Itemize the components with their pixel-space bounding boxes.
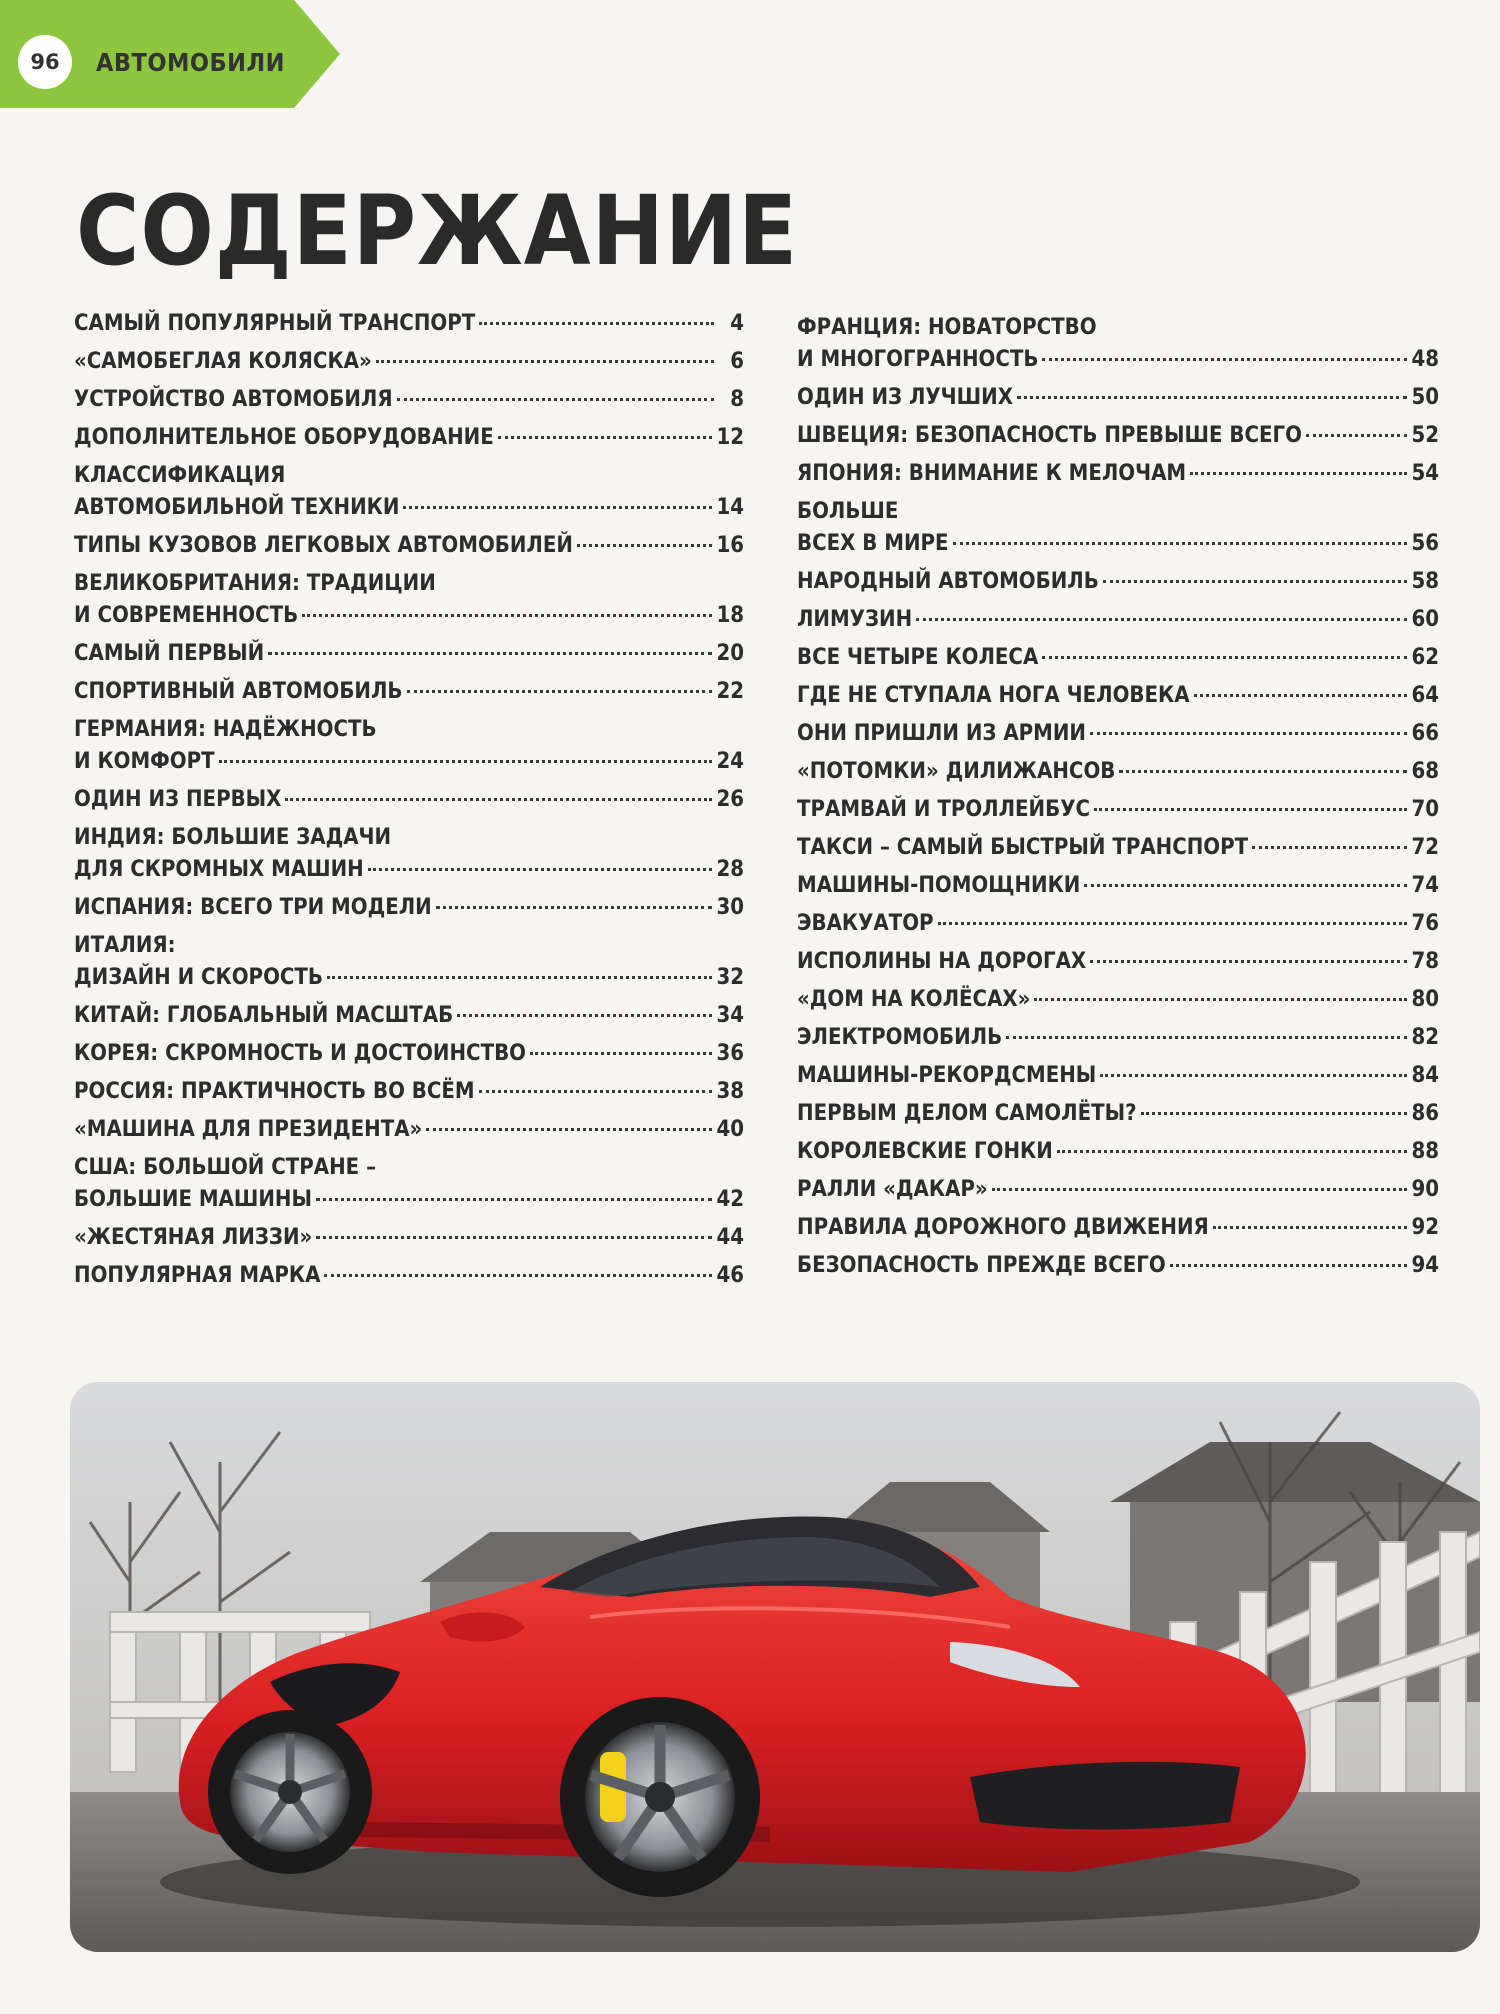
toc-entry-title: И КОМФОРТ (74, 749, 215, 774)
toc-dot-leader (1006, 1036, 1407, 1039)
toc-entry-title: МАШИНЫ-РЕКОРДСМЕНЫ (797, 1063, 1097, 1088)
toc-entry[interactable] (74, 460, 744, 524)
toc-page-number: 20 (716, 641, 744, 666)
toc-page-number: 92 (1411, 1215, 1439, 1240)
toc-entry-title: БОЛЬШИЕ МАШИНЫ (74, 1187, 312, 1212)
toc-page-number: 34 (716, 1003, 744, 1028)
toc-entry-title: И СОВРЕМЕННОСТЬ (74, 603, 299, 628)
toc-entry[interactable] (74, 346, 744, 378)
toc-entry-title: ТАКСИ – САМЫЙ БЫСТРЫЙ ТРАНСПОРТ (797, 835, 1249, 860)
toc-page-number: 54 (1411, 461, 1439, 486)
toc-dot-leader (1084, 884, 1407, 887)
toc-page-number: 60 (1411, 607, 1439, 632)
toc-entry-title: ПРАВИЛА ДОРОЖНОГО ДВИЖЕНИЯ (797, 1215, 1209, 1240)
toc-entry[interactable] (74, 714, 744, 778)
toc-entry[interactable] (74, 384, 744, 416)
toc-dot-leader (1194, 694, 1408, 697)
toc-entry[interactable] (797, 458, 1439, 490)
toc-entry-title: ЭВАКУАТОР (797, 911, 934, 936)
toc-entry[interactable] (74, 568, 744, 632)
toc-entry[interactable] (74, 308, 744, 340)
toc-page-number: 76 (1411, 911, 1439, 936)
toc-entry[interactable] (797, 496, 1439, 560)
toc-page-number: 36 (716, 1041, 744, 1066)
toc-entry-title: ТИПЫ КУЗОВОВ ЛЕГКОВЫХ АВТОМОБИЛЕЙ (74, 533, 573, 558)
toc-entry-title: РОССИЯ: ПРАКТИЧНОСТЬ ВО ВСЁМ (74, 1079, 475, 1104)
toc-dot-leader (285, 798, 712, 801)
toc-entry-title: КОРЕЯ: СКРОМНОСТЬ И ДОСТОИНСТВО (74, 1041, 526, 1066)
toc-page-number: 42 (716, 1187, 744, 1212)
toc-page-number: 84 (1411, 1063, 1439, 1088)
toc-dot-leader (916, 618, 1407, 621)
section-title: АВТОМОБИЛИ (96, 48, 285, 77)
toc-entry-title: И МНОГОГРАННОСТЬ (797, 347, 1039, 372)
toc-dot-leader (426, 1128, 712, 1131)
toc-page-number: 16 (716, 533, 744, 558)
toc-page-number: 72 (1411, 835, 1439, 860)
toc-entry-title: ЭЛЕКТРОМОБИЛЬ (797, 1025, 1003, 1050)
toc-dot-leader (302, 614, 712, 617)
toc-entry-title: БЕЗОПАСНОСТЬ ПРЕЖДЕ ВСЕГО (797, 1253, 1166, 1278)
toc-dot-leader (1034, 998, 1407, 1001)
car-photo (70, 1382, 1480, 1952)
toc-entry[interactable] (797, 566, 1439, 598)
toc-entry[interactable] (74, 784, 744, 816)
toc-entry-title: ОДИН ИЗ ПЕРВЫХ (74, 787, 282, 812)
red-sports-car-image (70, 1382, 1480, 1952)
toc-entry[interactable] (74, 422, 744, 454)
toc-dot-leader (1042, 358, 1407, 361)
toc-entry-title: САМЫЙ ПОПУЛЯРНЫЙ ТРАНСПОРТ (74, 311, 476, 336)
toc-entry-title: КИТАЙ: ГЛОБАЛЬНЫЙ МАСШТАБ (74, 1003, 454, 1028)
toc-entry-title: СПОРТИВНЫЙ АВТОМОБИЛЬ (74, 679, 403, 704)
toc-page-number: 94 (1411, 1253, 1439, 1278)
toc-dot-leader (1017, 396, 1407, 399)
toc-page-number: 56 (1411, 531, 1439, 556)
toc-page-number: 62 (1411, 645, 1439, 670)
toc-dot-leader (327, 976, 712, 979)
toc-page-number: 14 (716, 495, 744, 520)
toc-dot-leader (1306, 434, 1408, 437)
toc-entry-title: «ДОМ НА КОЛЁСАХ» (797, 987, 1031, 1012)
toc-entry-title: ДИЗАЙН И СКОРОСТЬ (74, 965, 323, 990)
toc-dot-leader (498, 436, 713, 439)
toc-entry[interactable] (797, 756, 1439, 788)
toc-page-number: 58 (1411, 569, 1439, 594)
toc-entry-title: «ЖЕСТЯНАЯ ЛИЗЗИ» (74, 1225, 313, 1250)
toc-entry-title: ЛИМУЗИН (797, 607, 913, 632)
toc-page-number: 88 (1411, 1139, 1439, 1164)
toc-dot-leader (479, 322, 714, 325)
toc-dot-leader (457, 1014, 712, 1017)
toc-page-number: 74 (1411, 873, 1439, 898)
toc-entry[interactable] (797, 1060, 1439, 1092)
toc-entry[interactable] (74, 1152, 744, 1216)
toc-dot-leader (938, 922, 1408, 925)
toc-entry[interactable] (797, 604, 1439, 636)
toc-entry-title: ИТАЛИЯ: (74, 933, 176, 958)
toc-dot-leader (1141, 1112, 1408, 1115)
toc-entry-title: ГЕРМАНИЯ: НАДЁЖНОСТЬ (74, 717, 377, 742)
toc-page-number: 22 (716, 679, 744, 704)
toc-entry-title: МАШИНЫ-ПОМОЩНИКИ (797, 873, 1081, 898)
toc-entry-title: ОНИ ПРИШЛИ ИЗ АРМИИ (797, 721, 1086, 746)
toc-entry-title: «МАШИНА ДЛЯ ПРЕЗИДЕНТА» (74, 1117, 423, 1142)
toc-entry-title: БОЛЬШЕ (797, 499, 899, 524)
toc-entry-title: «САМОБЕГЛАЯ КОЛЯСКА» (74, 349, 372, 374)
toc-entry-title: КОРОЛЕВСКИЕ ГОНКИ (797, 1139, 1053, 1164)
toc-page-number: 18 (716, 603, 744, 628)
toc-entry[interactable] (74, 1000, 744, 1032)
toc-page-number: 70 (1411, 797, 1439, 822)
toc-dot-leader (1090, 732, 1407, 735)
toc-dot-leader (1042, 656, 1407, 659)
toc-page-number: 38 (716, 1079, 744, 1104)
toc-entry-title: КЛАССИФИКАЦИЯ (74, 463, 286, 488)
toc-page-number: 80 (1411, 987, 1439, 1012)
toc-entry-title: ВЕЛИКОБРИТАНИЯ: ТРАДИЦИИ (74, 571, 436, 596)
toc-entry-title: САМЫЙ ПЕРВЫЙ (74, 641, 265, 666)
toc-page-number: 46 (716, 1263, 744, 1288)
toc-entry-title: ДОПОЛНИТЕЛЬНОЕ ОБОРУДОВАНИЕ (74, 425, 494, 450)
toc-page-number: 86 (1411, 1101, 1439, 1126)
toc-page-number: 48 (1411, 347, 1439, 372)
toc-entry-title: ИСПАНИЯ: ВСЕГО ТРИ МОДЕЛИ (74, 895, 432, 920)
toc-entry-title: РАЛЛИ «ДАКАР» (797, 1177, 988, 1202)
toc-page-number: 52 (1411, 423, 1439, 448)
toc-dot-leader (376, 360, 714, 363)
toc-dot-leader (577, 544, 713, 547)
toc-dot-leader (268, 652, 712, 655)
toc-page-number: 30 (716, 895, 744, 920)
toc-entry[interactable] (797, 420, 1439, 452)
toc-dot-leader (1119, 770, 1407, 773)
toc-entry[interactable] (74, 1114, 744, 1146)
toc-dot-leader (1190, 472, 1407, 475)
toc-entry[interactable] (74, 676, 744, 708)
toc-entry-title: ЯПОНИЯ: ВНИМАНИЕ К МЕЛОЧАМ (797, 461, 1187, 486)
toc-entry-title: ОДИН ИЗ ЛУЧШИХ (797, 385, 1013, 410)
toc-entry[interactable] (74, 1076, 744, 1108)
page-title: СОДЕРЖАНИЕ (76, 175, 799, 287)
toc-entry-title: ДЛЯ СКРОМНЫХ МАШИН (74, 857, 364, 882)
toc-entry[interactable] (797, 1174, 1439, 1206)
toc-dot-leader (530, 1052, 712, 1055)
toc-dot-leader (1103, 580, 1408, 583)
toc-entry[interactable] (74, 1038, 744, 1070)
toc-dot-leader (1090, 960, 1407, 963)
toc-page-number: 32 (716, 965, 744, 990)
toc-entry[interactable] (74, 638, 744, 670)
toc-entry-title: «ПОТОМКИ» ДИЛИЖАНСОВ (797, 759, 1116, 784)
toc-dot-leader (407, 690, 713, 693)
toc-dot-leader (219, 760, 713, 763)
toc-entry-title: ГДЕ НЕ СТУПАЛА НОГА ЧЕЛОВЕКА (797, 683, 1190, 708)
toc-page-number: 26 (716, 787, 744, 812)
toc-entry-title: ФРАНЦИЯ: НОВАТОРСТВО (797, 315, 1097, 340)
toc-page-number: 40 (716, 1117, 744, 1142)
toc-entry-title: УСТРОЙСТВО АВТОМОБИЛЯ (74, 387, 393, 412)
toc-entry[interactable] (797, 1136, 1439, 1168)
toc-page-number: 66 (1411, 721, 1439, 746)
toc-dot-leader (436, 906, 713, 909)
toc-dot-leader (1094, 808, 1407, 811)
toc-entry-title: ПЕРВЫМ ДЕЛОМ САМОЛЁТЫ? (797, 1101, 1137, 1126)
toc-dot-leader (1252, 846, 1407, 849)
toc-entry-title: ТРАМВАЙ И ТРОЛЛЕЙБУС (797, 797, 1090, 822)
toc-entry[interactable] (797, 1250, 1439, 1282)
toc-dot-leader (368, 868, 713, 871)
toc-dot-leader (1100, 1074, 1407, 1077)
toc-page-number: 4 (730, 311, 744, 336)
toc-dot-leader (397, 398, 714, 401)
toc-dot-leader (316, 1236, 712, 1239)
toc-dot-leader (324, 1274, 712, 1277)
toc-entry[interactable] (797, 832, 1439, 864)
toc-entry[interactable] (797, 908, 1439, 940)
toc-page-number: 44 (716, 1225, 744, 1250)
toc-page-number: 8 (730, 387, 744, 412)
toc-page-number: 50 (1411, 385, 1439, 410)
toc-entry[interactable] (797, 642, 1439, 674)
toc-entry[interactable] (74, 892, 744, 924)
toc-entry-title: ВСЕХ В МИРЕ (797, 531, 949, 556)
toc-entry[interactable] (797, 946, 1439, 978)
toc-page-number: 90 (1411, 1177, 1439, 1202)
toc-entry[interactable] (797, 680, 1439, 712)
toc-dot-leader (953, 542, 1408, 545)
toc-dot-leader (403, 506, 712, 509)
toc-entry[interactable] (797, 984, 1439, 1016)
toc-entry-title: ПОПУЛЯРНАЯ МАРКА (74, 1263, 321, 1288)
toc-page-number: 82 (1411, 1025, 1439, 1050)
toc-entry[interactable] (797, 794, 1439, 826)
toc-entry[interactable] (797, 1212, 1439, 1244)
toc-dot-leader (316, 1198, 712, 1201)
toc-entry[interactable] (797, 718, 1439, 750)
toc-entry[interactable] (74, 1260, 744, 1292)
toc-dot-leader (1170, 1264, 1408, 1267)
toc-page-number: 24 (716, 749, 744, 774)
toc-page-number: 64 (1411, 683, 1439, 708)
toc-dot-leader (992, 1188, 1408, 1191)
toc-dot-leader (1057, 1150, 1408, 1153)
toc-entry[interactable] (74, 822, 744, 886)
toc-entry-title: АВТОМОБИЛЬНОЙ ТЕХНИКИ (74, 495, 400, 520)
toc-page-number: 68 (1411, 759, 1439, 784)
toc-entry[interactable] (797, 382, 1439, 414)
toc-page-number: 28 (716, 857, 744, 882)
toc-page-number: 6 (730, 349, 744, 374)
toc-entry-title: ВСЕ ЧЕТЫРЕ КОЛЕСА (797, 645, 1039, 670)
toc-entry[interactable] (797, 312, 1439, 376)
toc-entry-title: ИНДИЯ: БОЛЬШИЕ ЗАДАЧИ (74, 825, 392, 850)
toc-dot-leader (479, 1090, 713, 1093)
toc-dot-leader (1213, 1226, 1408, 1229)
toc-entry[interactable] (797, 870, 1439, 902)
toc-entry-title: НАРОДНЫЙ АВТОМОБИЛЬ (797, 569, 1099, 594)
toc-column-right (797, 312, 1439, 1288)
toc-entry-title: США: БОЛЬШОЙ СТРАНЕ – (74, 1155, 376, 1180)
toc-entry[interactable] (74, 1222, 744, 1254)
toc-entry-title: ИСПОЛИНЫ НА ДОРОГАХ (797, 949, 1087, 974)
toc-entry[interactable] (74, 530, 744, 562)
toc-column-left (74, 308, 744, 1298)
toc-entry[interactable] (797, 1098, 1439, 1130)
toc-page-number: 78 (1411, 949, 1439, 974)
toc-entry[interactable] (74, 930, 744, 994)
toc-entry-title: ШВЕЦИЯ: БЕЗОПАСНОСТЬ ПРЕВЫШЕ ВСЕГО (797, 423, 1302, 448)
toc-entry[interactable] (797, 1022, 1439, 1054)
page-number-badge: 96 (18, 35, 72, 89)
toc-page-number: 12 (716, 425, 744, 450)
